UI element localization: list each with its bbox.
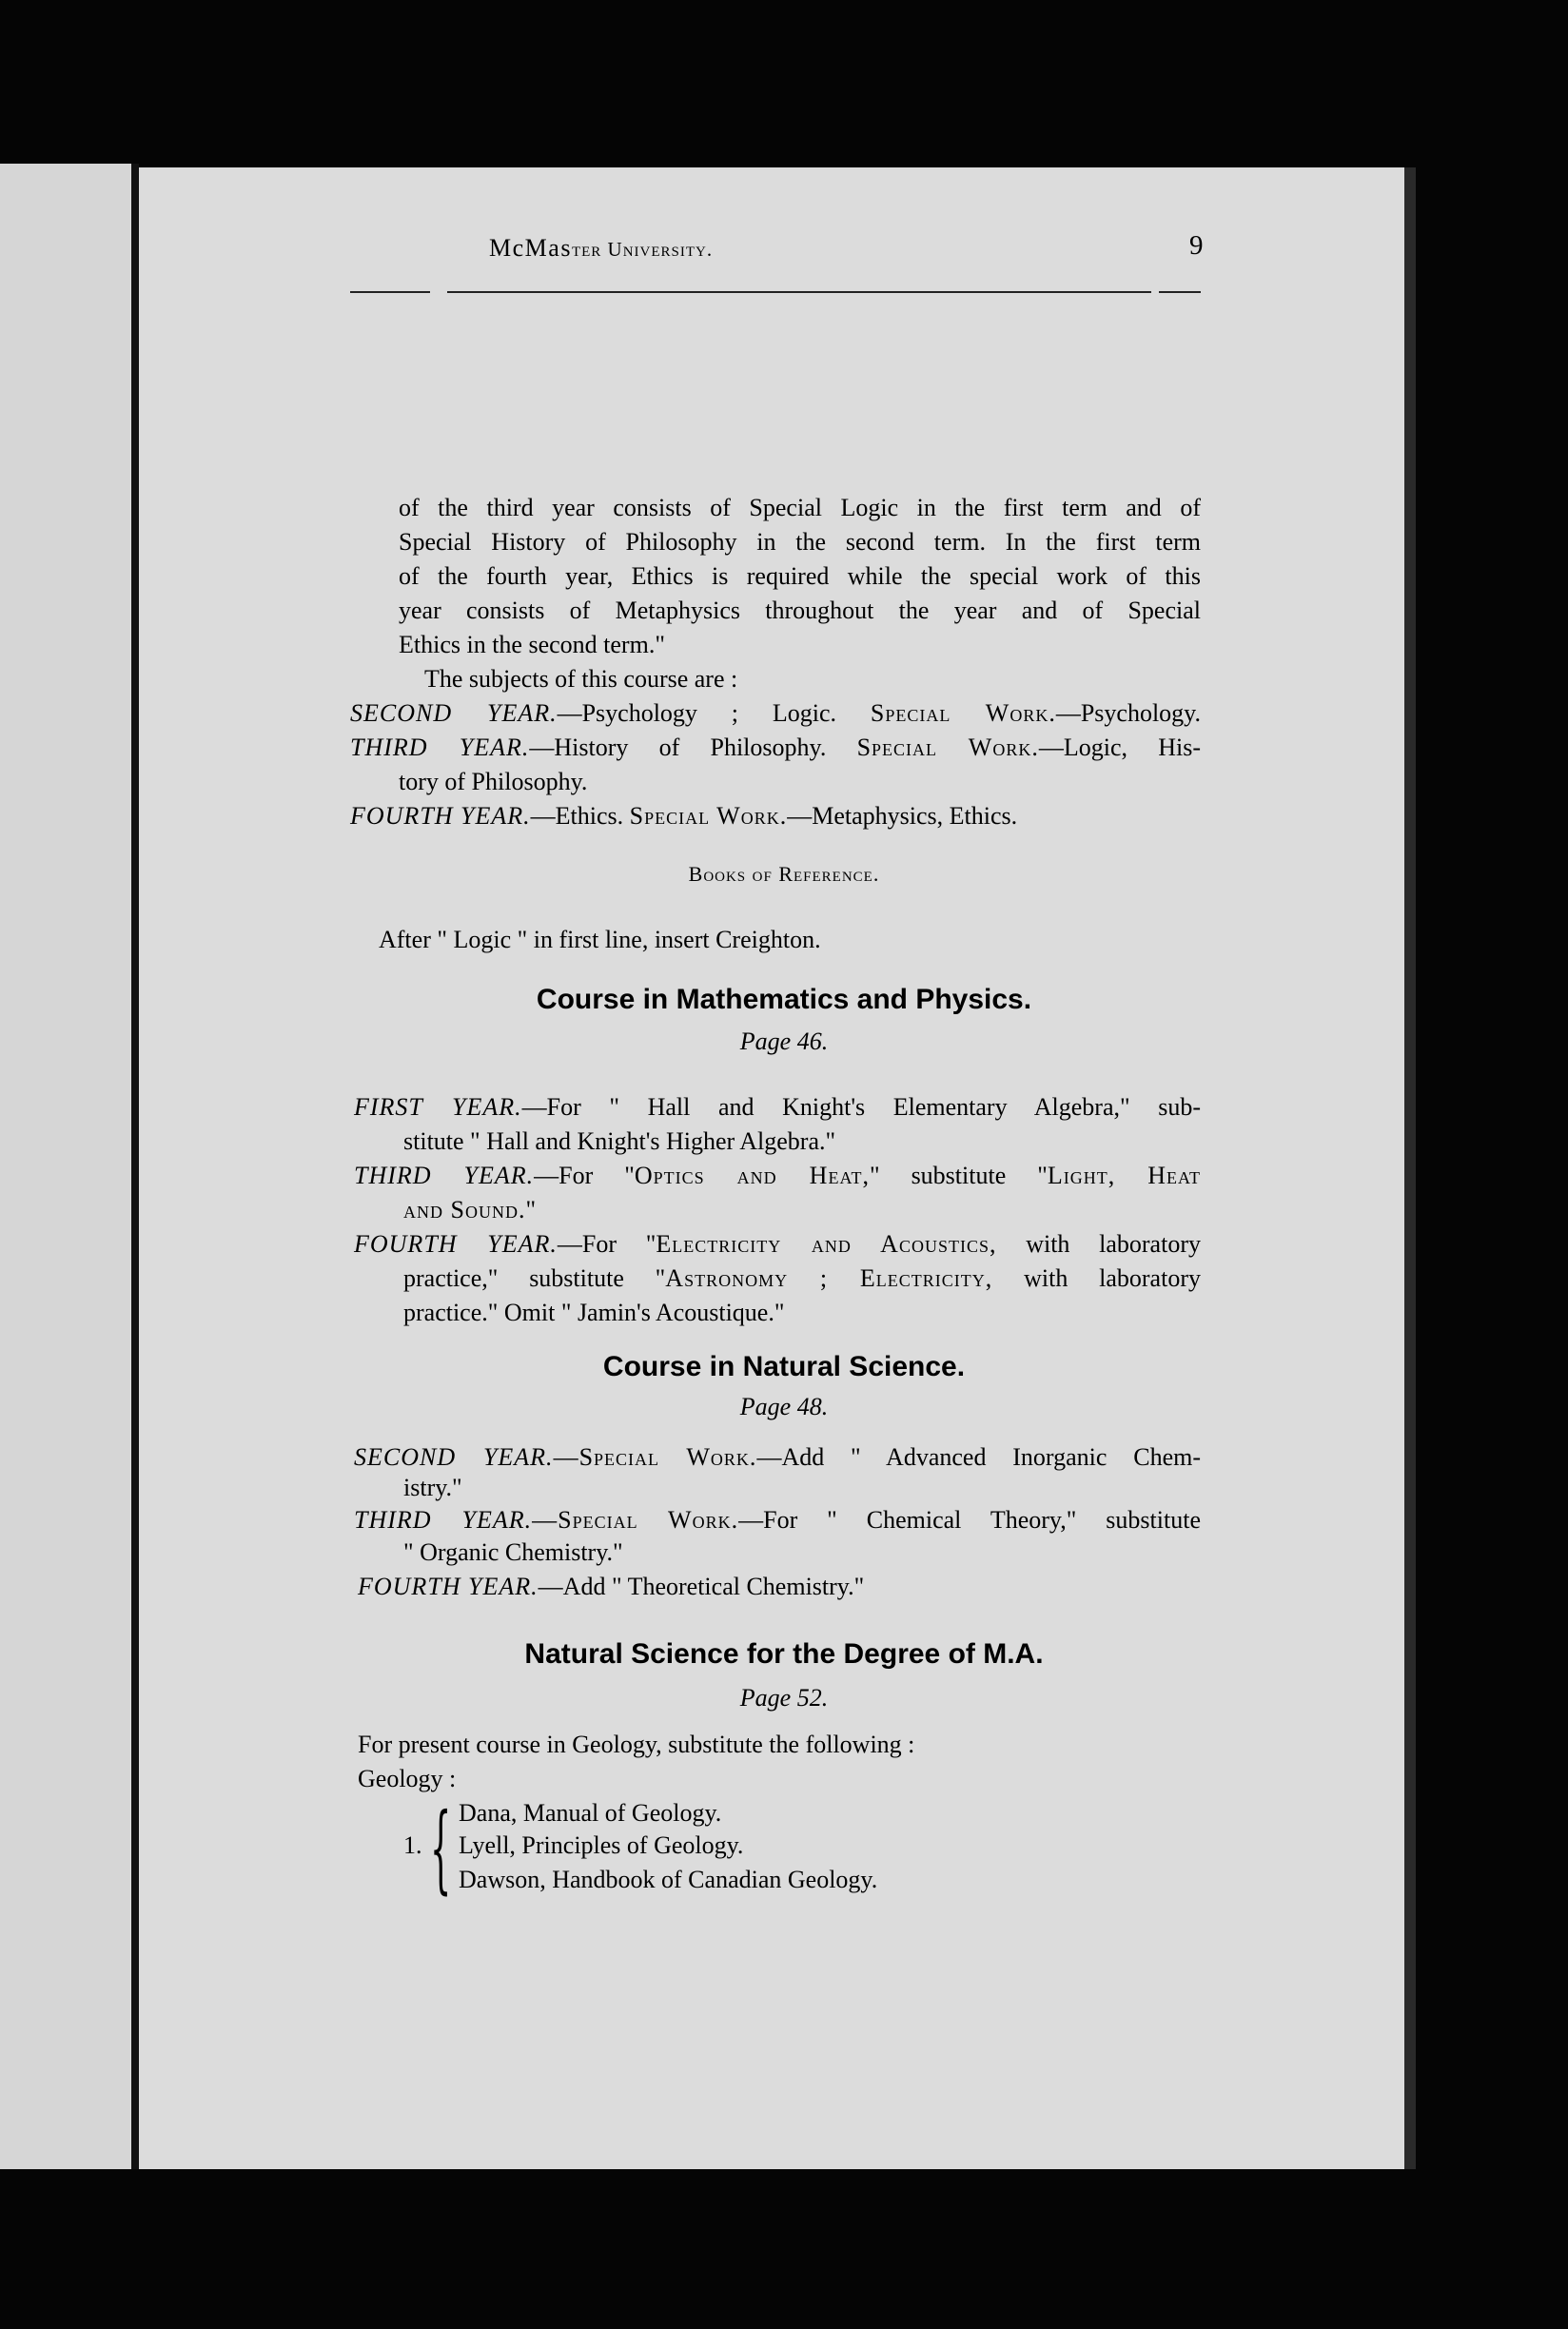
running-head: McMaster University. bbox=[489, 234, 714, 262]
intro-line-2: Special History of Philosophy in the second term. In the first term bbox=[399, 528, 1201, 556]
philosophy-second-year: SECOND YEAR.—Psychology ; Logic. Special Work.—Psychology. bbox=[350, 699, 1201, 727]
ma-degree-heading: Natural Science for the Degree of M.A. bbox=[524, 1638, 1044, 1670]
page-number: 9 bbox=[1189, 230, 1204, 261]
philosophy-third-year: THIRD YEAR.—History of Philosophy. Special Work.—Logic, His- bbox=[350, 734, 1201, 761]
natsci-third-year: THIRD YEAR.—Special Work.—For " Chemical Theory," substitute bbox=[354, 1506, 1201, 1534]
intro-line-4: year consists of Metaphysics throughout the year and of Special bbox=[399, 597, 1201, 624]
books-of-reference-text: After " Logic " in first line, insert Creighton. bbox=[379, 926, 821, 953]
philosophy-third-year-cont: tory of Philosophy. bbox=[399, 768, 588, 795]
natsci-second-year: SECOND YEAR.—Special Work.—Add " Advanced Inorganic Chem- bbox=[354, 1443, 1202, 1471]
brace-symbol: { bbox=[430, 1792, 452, 1904]
intro-line-5: Ethics in the second term." bbox=[399, 631, 665, 658]
math-fourth-year-line-3: practice." Omit " Jamin's Acoustique." bbox=[403, 1299, 785, 1326]
math-fourth-year: FOURTH YEAR.—For "Electricity and Acoustics, with laboratory bbox=[354, 1230, 1201, 1258]
ma-page-ref: Page 52. bbox=[739, 1684, 829, 1712]
natsci-fourth-year: FOURTH YEAR.—Add " Theoretical Chemistry." bbox=[358, 1573, 865, 1600]
math-page-ref: Page 46. bbox=[739, 1028, 829, 1055]
ma-book-3: Dawson, Handbook of Canadian Geology. bbox=[459, 1866, 878, 1893]
books-of-reference-heading: Books of Reference. bbox=[688, 862, 880, 886]
intro-line-3: of the fourth year, Ethics is required while the special work of this bbox=[399, 562, 1201, 590]
book-gutter bbox=[131, 164, 139, 2169]
math-third-year: THIRD YEAR.—For "Optics and Heat," substitute "Light, Heat bbox=[354, 1162, 1201, 1189]
intro-line-6: The subjects of this course are : bbox=[424, 665, 738, 693]
math-first-year-cont: stitute " Hall and Knight's Higher Algebra." bbox=[403, 1127, 836, 1155]
natural-science-heading: Course in Natural Science. bbox=[602, 1351, 966, 1382]
ma-subject: Geology : bbox=[358, 1765, 457, 1792]
natural-science-page-ref: Page 48. bbox=[739, 1393, 829, 1420]
natsci-second-year-cont: istry." bbox=[403, 1474, 462, 1501]
header-rule-right bbox=[1159, 291, 1201, 293]
natsci-third-year-cont: " Organic Chemistry." bbox=[403, 1538, 623, 1566]
ma-list-number: 1. bbox=[403, 1831, 422, 1859]
ma-book-1: Dana, Manual of Geology. bbox=[459, 1799, 722, 1827]
intro-line-1: of the third year consists of Special Logic in the first term and of bbox=[399, 494, 1201, 521]
page-right-edge bbox=[1404, 167, 1416, 2169]
math-fourth-year-line-2: practice," substitute "Astronomy ; Electricity, with laboratory bbox=[403, 1264, 1201, 1292]
header-rule-middle bbox=[447, 291, 1151, 293]
math-course-heading: Course in Mathematics and Physics. bbox=[536, 984, 1032, 1015]
ma-intro: For present course in Geology, substitute the following : bbox=[358, 1731, 915, 1758]
facing-page-edge bbox=[0, 164, 133, 2169]
ma-book-2: Lyell, Principles of Geology. bbox=[459, 1831, 744, 1859]
philosophy-fourth-year: FOURTH YEAR.—Ethics. Special Work.—Metaphysics, Ethics. bbox=[350, 802, 1018, 830]
header-rule-left bbox=[350, 291, 430, 293]
math-first-year: FIRST YEAR.—For " Hall and Knight's Elementary Algebra," sub- bbox=[354, 1093, 1201, 1121]
math-third-year-cont: and Sound." bbox=[403, 1196, 537, 1223]
